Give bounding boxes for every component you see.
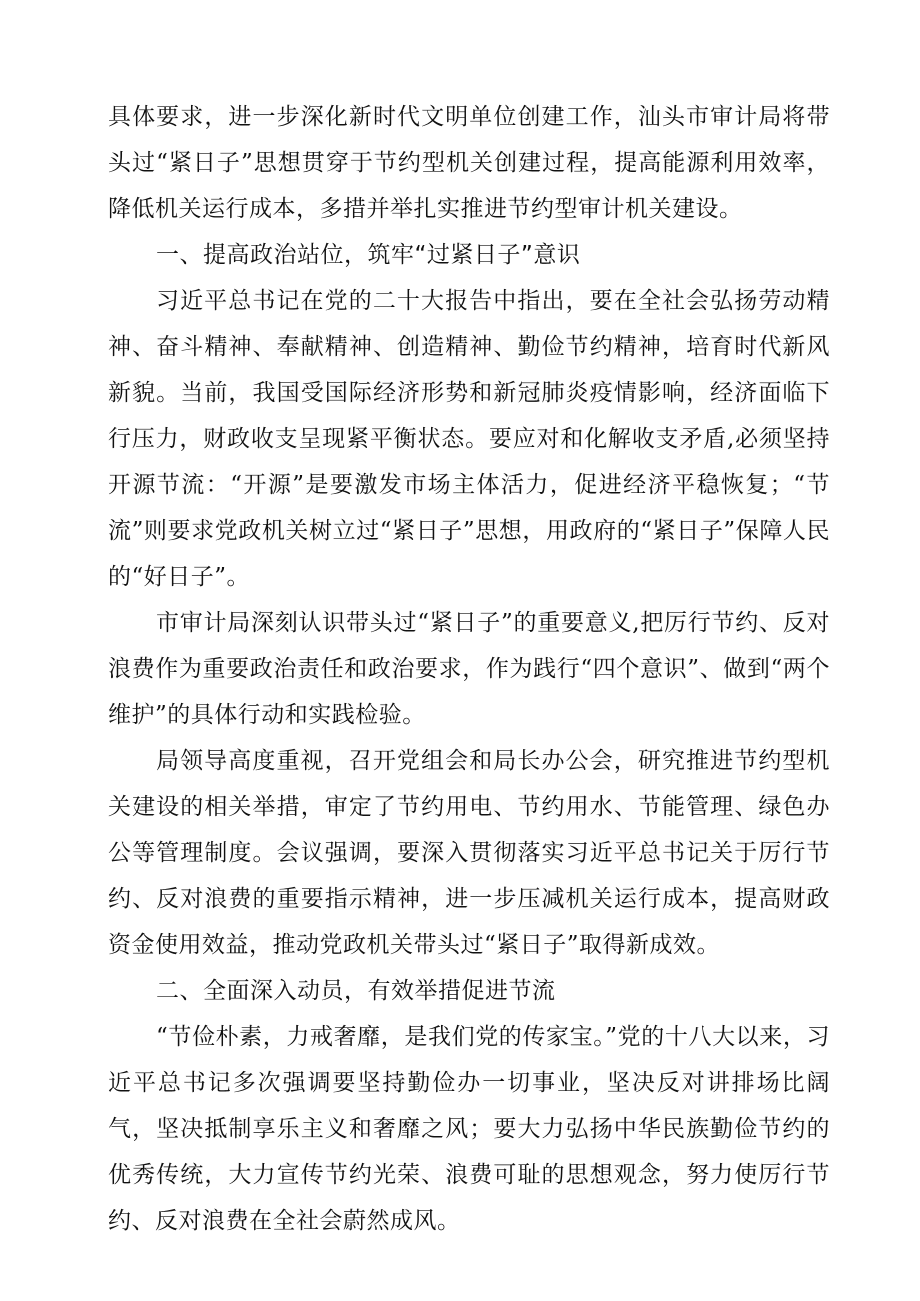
- section-heading-2: 二、全面深入动员，有效举措促进节流: [156, 978, 556, 1004]
- paragraph-thrift-quote: “节俭朴素，力戒奢靡，是我们党的传家宝。”党的十八大以来，习近平总书记多次强调要坚持勤俭办一切事业，坚决反对讲排场比阔气，坚决抵制享乐主义和奢靡之风；要大力弘扬中华民族勤俭节约的优秀传统，大力宣传节约光荣、浪费可耻的思想观念，努力使厉行节约、反对浪费在全社会蔚然成风。: [108, 1024, 830, 1234]
- paragraph-leadership-meeting: 局领导高度重视，召开党组会和局长办公会，研究推进节约型机关建设的相关举措，审定了节约用电、节约用水、节能管理、绿色办公等管理制度。会议强调，要深入贯彻落实习近平总书记关于厉行节约、反对浪费的重要指示精神，进一步压减机关运行成本，提高财政资金使用效益，推动党政机关带头过“紧日子”取得新成效。: [108, 748, 830, 958]
- paragraph-intro-continuation: 具体要求，进一步深化新时代文明单位创建工作，汕头市审计局将带头过“紧日子”思想贯穿于节约型机关创建过程，提高能源利用效率，降低机关运行成本，多措并举扎实推进节约型审计机关建设。: [108, 104, 830, 222]
- document-body: [108, 94, 830, 1244]
- paragraph-bureau-awareness: 市审计局深刻认识带头过“紧日子”的重要意义,把厉行节约、反对浪费作为重要政治责任和政治要求，作为践行“四个意识”、做到“两个维护”的具体行动和实践检验。: [108, 610, 830, 728]
- section-heading-1: 一、提高政治站位，筑牢“过紧日子”意识: [156, 242, 581, 268]
- paragraph-congress-report: 习近平总书记在党的二十大报告中指出，要在全社会弘扬劳动精神、奋斗精神、奉献精神、创造精神、勤俭节约精神，培育时代新风新貌。当前，我国受国际经济形势和新冠肺炎疫情影响，经济面临下行压力，财政收支呈现紧平衡状态。要应对和化解收支矛盾,必须坚持开源节流：“开源”是要激发市场主体活力，促进经济平稳恢复；“节流”则要求党政机关树立过“紧日子”思想，用政府的“紧日子”保障人民的“好日子”。: [108, 288, 830, 590]
